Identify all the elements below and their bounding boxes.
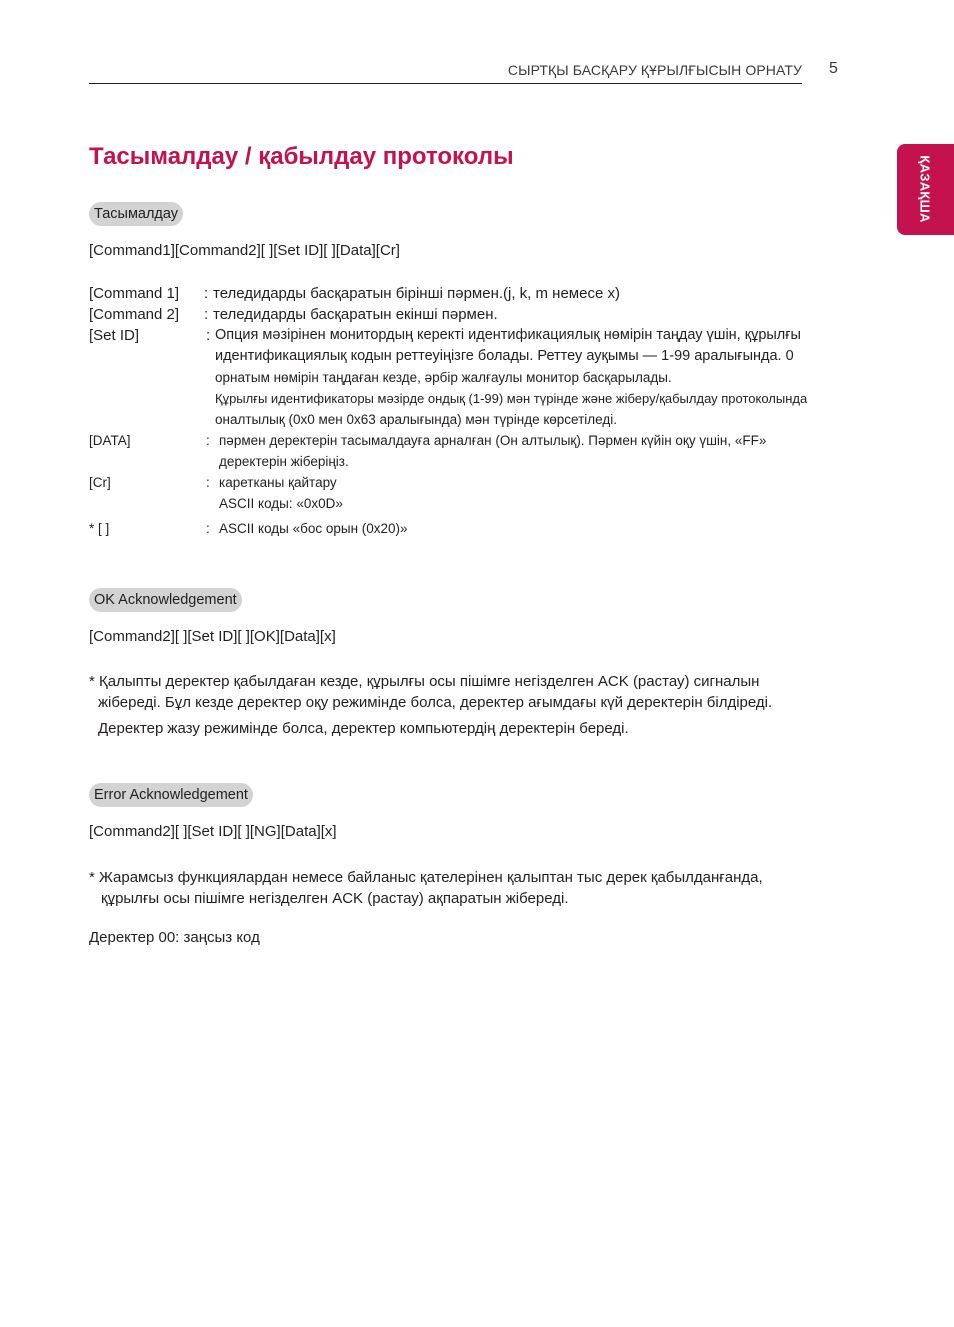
definition-separator: :	[206, 521, 210, 536]
definition-text: Опция мәзірінен монитордың керекті идентификациялық нөмірін таңдау үшін, құрылғы	[215, 327, 801, 343]
definition-separator: :	[206, 433, 210, 448]
definition-text: Құрылғы идентификаторы мәзірде ондық (1-99) мән түрінде және жіберу/қабылдау протоколында	[215, 391, 808, 406]
definition-separator: :	[206, 327, 211, 344]
section-label-ok-ack: OK Acknowledgement	[89, 588, 242, 612]
definition-text: идентификациялық кодын реттеуіңізге болады. Реттеу ауқымы — 1-99 аралығында. 0	[215, 348, 794, 364]
transmission-format: [Command1][Command2][ ][Set ID][ ][Data][Cr]	[89, 242, 400, 259]
definition-separator: :	[204, 285, 209, 302]
definition-text: каретканы қайтару	[219, 475, 337, 490]
page-title: Тасымалдау / қабылдау протоколы	[89, 143, 514, 170]
definition-text: теледидарды басқаратын бірінші пәрмен.(j, k, m немесе x)	[213, 285, 620, 302]
section-label-error-ack: Error Acknowledgement	[89, 783, 253, 807]
definition-term: [Cr]	[89, 475, 111, 490]
ok-ack-format: [Command2][ ][Set ID][ ][OK][Data][x]	[89, 628, 336, 645]
section-label-transmission: Тасымалдау	[89, 202, 183, 226]
running-header-title: СЫРТҚЫ БАСҚАРУ ҚҰРЫЛҒЫСЫН ОРНАТУ	[507, 62, 802, 78]
definition-text: теледидарды басқаратын екінші пәрмен.	[213, 306, 498, 323]
definition-term: [Set ID]	[89, 327, 140, 344]
page-number: 5	[829, 60, 838, 77]
definition-term: * [ ]	[89, 521, 110, 536]
error-ack-note: * Жарамсыз функциялардан немесе байланыс қателерінен қалыптан тыс дерек қабылданғанда,	[89, 869, 763, 886]
language-side-tab-label: ҚАЗАҚША	[917, 155, 933, 223]
definition-text: оналтылық (0x0 мен 0x63 аралығында) мән түрінде көрсетіледі.	[215, 412, 617, 427]
language-side-tab	[897, 144, 954, 235]
header-divider	[89, 83, 802, 84]
definition-separator: :	[204, 306, 209, 323]
error-ack-data-note: Деректер 00: заңсыз код	[89, 929, 260, 946]
ok-ack-note: жібереді. Бұл кезде деректер оқу режимінде болса, деректер ағымдағы күй деректерін білдіреді.	[98, 694, 773, 711]
definition-text: ASCII коды: «0x0D»	[219, 496, 343, 511]
definition-separator: :	[206, 475, 210, 490]
definition-term: [Command 2]	[89, 306, 180, 323]
ok-ack-note: Деректер жазу режимінде болса, деректер компьютердің деректерін береді.	[98, 720, 629, 737]
error-ack-note: құрылғы осы пішімге негізделген ACK (растау) ақпаратын жібереді.	[101, 890, 569, 907]
definition-text: ASCII коды «бос орын (0x20)»	[219, 521, 408, 536]
definition-text: пәрмен деректерін тасымалдауға арналған (Он алтылық). Пәрмен күйін оқу үшін, «FF»	[219, 433, 767, 448]
definition-term: [DATA]	[89, 433, 131, 448]
definition-term: [Command 1]	[89, 285, 180, 302]
ok-ack-note: * Қалыпты деректер қабылдаған кезде, құрылғы осы пішімге негізделген ACK (растау) сигналын	[89, 673, 760, 690]
definition-text: деректерін жіберіңіз.	[219, 454, 349, 469]
definition-text: орнатым нөмірін таңдаған кезде, әрбір жалғаулы монитор басқарылады.	[215, 370, 672, 385]
error-ack-format: [Command2][ ][Set ID][ ][NG][Data][x]	[89, 823, 337, 840]
